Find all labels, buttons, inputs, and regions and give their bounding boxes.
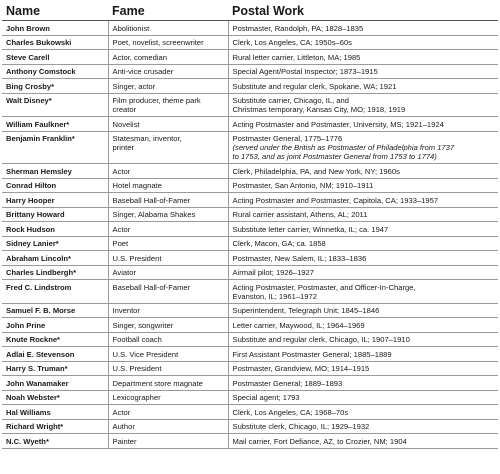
postal-work-line: Mail carrier, Fort Defiance, AZ, to Crozier, NM; 1904	[232, 436, 407, 446]
fame-line: Aviator	[112, 268, 136, 277]
postal-work-line: Special agent; 1793	[232, 393, 300, 402]
fame-line: Poet	[112, 239, 129, 248]
cell-name: Noah Webster*	[2, 390, 108, 405]
cell-fame	[108, 21, 228, 36]
fame-line: Actor	[112, 407, 131, 417]
postal-work-line: Substitute carrier, Chicago, IL, and	[232, 96, 350, 105]
cell-name: Richard Wright*	[2, 419, 108, 434]
fame-line: Film producer, theme park	[112, 96, 201, 105]
header-postal-work: Postal Work	[228, 1, 498, 21]
postal-work-line: Postmaster, Grandview, MO; 1914–1915	[232, 364, 370, 373]
cell-postal-work	[228, 193, 498, 208]
cell-postal-work	[228, 207, 498, 222]
cell-postal-work	[228, 35, 498, 50]
cell-fame	[108, 251, 228, 266]
cell-name: Benjamin Franklin*	[2, 131, 108, 164]
cell-postal-work	[228, 303, 498, 318]
table-row	[2, 35, 498, 50]
postal-work-line: Evanston, IL; 1961–1972	[232, 291, 317, 301]
cell-postal-work	[228, 361, 498, 376]
famous-postal-workers-table	[2, 1, 498, 449]
cell-fame	[108, 434, 228, 449]
cell-postal-work	[228, 64, 498, 79]
fame-line: Baseball Hall-of-Famer	[112, 282, 191, 292]
table-row	[2, 178, 498, 193]
cell-fame	[108, 64, 228, 79]
cell-name: Steve Carell	[2, 50, 108, 65]
fame-line: creator	[112, 105, 137, 114]
fame-line: Inventor	[112, 306, 140, 315]
table-row	[2, 117, 498, 132]
cell-name: N.C. Wyeth*	[2, 434, 108, 449]
postal-work-line: Postmaster, New Salem, IL; 1833–1836	[232, 253, 367, 263]
table-row	[2, 193, 498, 208]
table-row	[2, 376, 498, 391]
cell-postal-work	[228, 434, 498, 449]
cell-postal-work	[228, 332, 498, 347]
cell-name: Adlai E. Stevenson	[2, 347, 108, 362]
table-row	[2, 93, 498, 117]
fame-line: Hotel magnate	[112, 181, 162, 190]
fame-line: Actor	[112, 224, 131, 234]
fame-line: Lexicographer	[112, 393, 161, 402]
postal-work-line: Substitute clerk, Chicago, IL; 1929–1932	[232, 422, 370, 431]
cell-fame	[108, 236, 228, 251]
postal-work-line: Rural carrier assistant, Athens, AL; 2011	[232, 210, 368, 219]
cell-name: Knute Rockne*	[2, 332, 108, 347]
fame-line: Novelist	[112, 119, 140, 129]
cell-fame	[108, 280, 228, 304]
table-row	[2, 347, 498, 362]
table-row	[2, 79, 498, 94]
header-fame: Fame	[108, 1, 228, 21]
postal-work-line: Clerk, Los Angeles, CA; 1950s–60s	[232, 38, 352, 47]
table-row	[2, 222, 498, 237]
cell-fame	[108, 178, 228, 193]
table-row	[2, 280, 498, 304]
cell-postal-work	[228, 280, 498, 304]
cell-name: Anthony Comstock	[2, 64, 108, 79]
postal-work-line: Christmas temporary, Kansas City, MO; 1918, 1919	[232, 105, 406, 114]
cell-fame	[108, 405, 228, 420]
cell-name: Fred C. Lindstrom	[2, 280, 108, 304]
cell-name: Brittany Howard	[2, 207, 108, 222]
cell-postal-work	[228, 405, 498, 420]
fame-line: U.S. President	[112, 253, 162, 263]
cell-postal-work	[228, 236, 498, 251]
cell-name: John Wanamaker	[2, 376, 108, 391]
table-row	[2, 50, 498, 65]
postal-work-line: Acting Postmaster, Postmaster, and Officer-In-Charge,	[232, 282, 416, 292]
postal-work-line: Postmaster, San Antonio, NM; 1910–1911	[232, 181, 374, 190]
cell-postal-work	[228, 164, 498, 179]
postal-work-line: Postmaster, Randolph, PA; 1828–1835	[232, 23, 364, 33]
table-row	[2, 361, 498, 376]
cell-name: Samuel F. B. Morse	[2, 303, 108, 318]
cell-fame	[108, 390, 228, 405]
cell-name: Rock Hudson	[2, 222, 108, 237]
fame-line: Anti-vice crusader	[112, 67, 174, 76]
postal-work-line: First Assistant Postmaster General; 1885–1889	[232, 349, 392, 359]
table-header	[2, 1, 498, 21]
header-name: Name	[2, 1, 108, 21]
cell-fame	[108, 164, 228, 179]
table-row	[2, 419, 498, 434]
cell-fame	[108, 303, 228, 318]
cell-postal-work	[228, 390, 498, 405]
fame-line: Singer, actor	[112, 81, 156, 91]
postal-work-note: (served under the British as Postmaster of Philadelphia from 1737	[232, 143, 455, 152]
fame-line: Poet, novelist, screenwriter	[112, 38, 204, 47]
header-row	[2, 1, 498, 21]
cell-name: Sherman Hemsley	[2, 164, 108, 179]
fame-line: Actor, comedian	[112, 52, 167, 62]
fame-line: Statesman, inventor,	[112, 134, 182, 143]
cell-fame	[108, 419, 228, 434]
cell-postal-work	[228, 178, 498, 193]
table-row	[2, 64, 498, 79]
table-row	[2, 21, 498, 36]
postal-work-line: Airmail pilot; 1926–1927	[232, 268, 314, 277]
cell-name: Charles Lindbergh*	[2, 265, 108, 280]
cell-postal-work	[228, 131, 498, 164]
table-body	[2, 21, 498, 449]
cell-fame	[108, 79, 228, 94]
cell-fame	[108, 318, 228, 333]
postal-work-line: Acting Postmaster and Postmaster, University, MS; 1921–1924	[232, 119, 444, 129]
fame-line: Author	[112, 422, 135, 431]
cell-postal-work	[228, 347, 498, 362]
cell-postal-work	[228, 21, 498, 36]
postal-work-line: Superintendent, Telegraph Unit; 1845–1846	[232, 306, 380, 315]
table-row	[2, 434, 498, 449]
cell-name: Bing Crosby*	[2, 79, 108, 94]
cell-name: Conrad Hilton	[2, 178, 108, 193]
table-row	[2, 207, 498, 222]
cell-name: John Brown	[2, 21, 108, 36]
table-row	[2, 236, 498, 251]
cell-postal-work	[228, 419, 498, 434]
postal-work-line: Substitute and regular clerk, Chicago, IL; 1907–1910	[232, 335, 410, 344]
cell-name: William Faulkner*	[2, 117, 108, 132]
cell-fame	[108, 361, 228, 376]
postal-work-line: Postmaster General, 1775–1776	[232, 134, 343, 143]
table-row	[2, 303, 498, 318]
table-row	[2, 251, 498, 266]
cell-fame	[108, 193, 228, 208]
cell-fame	[108, 93, 228, 117]
cell-fame	[108, 347, 228, 362]
cell-name: Hal Williams	[2, 405, 108, 420]
cell-fame	[108, 50, 228, 65]
postal-work-line: Acting Postmaster and Postmaster, Capitola, CA; 1933–1957	[232, 195, 439, 205]
cell-name: Charles Bukowski	[2, 35, 108, 50]
fame-line: U.S. Vice President	[112, 349, 179, 359]
cell-name: Harry Hooper	[2, 193, 108, 208]
cell-fame	[108, 131, 228, 164]
table-row	[2, 318, 498, 333]
table-row	[2, 164, 498, 179]
cell-postal-work	[228, 376, 498, 391]
table-row	[2, 390, 498, 405]
cell-postal-work	[228, 251, 498, 266]
fame-line: Abolitionist	[112, 23, 150, 33]
cell-fame	[108, 376, 228, 391]
postal-work-line: Clerk, Los Angeles, CA; 1968–70s	[232, 407, 349, 417]
fame-line: Actor	[112, 166, 131, 176]
fame-line: U.S. President	[112, 364, 162, 373]
postal-work-line: Rural letter carrier, Littleton, MA; 1985	[232, 52, 361, 62]
cell-postal-work	[228, 222, 498, 237]
fame-line: Baseball Hall-of-Famer	[112, 195, 191, 205]
cell-fame	[108, 117, 228, 132]
table-row	[2, 131, 498, 164]
postal-work-line: Substitute letter carrier, Winnetka, IL; ca. 1947	[232, 224, 389, 234]
cell-name: John Prine	[2, 318, 108, 333]
cell-fame	[108, 35, 228, 50]
fame-line: printer	[112, 143, 135, 152]
table-row	[2, 265, 498, 280]
postal-work-line: Clerk, Macon, GA; ca. 1858	[232, 239, 326, 248]
postal-work-line: Clerk, Philadelphia, PA, and New York, NY; 1960s	[232, 166, 400, 176]
postal-work-line: Substitute and regular clerk, Spokane, WA; 1921	[232, 81, 397, 91]
cell-fame	[108, 265, 228, 280]
cell-name: Sidney Lanier*	[2, 236, 108, 251]
postal-work-note: to 1753, and as joint Postmaster General from 1753 to 1774)	[232, 152, 437, 161]
cell-postal-work	[228, 50, 498, 65]
table-row	[2, 332, 498, 347]
fame-line: Singer, Alabama Shakes	[112, 210, 196, 219]
cell-fame	[108, 222, 228, 237]
postal-work-line: Letter carrier, Maywood, IL; 1964–1969	[232, 320, 365, 330]
cell-postal-work	[228, 265, 498, 280]
cell-fame	[108, 207, 228, 222]
postal-work-line: Postmaster General; 1889–1893	[232, 378, 343, 388]
table-row	[2, 405, 498, 420]
fame-line: Football coach	[112, 335, 162, 344]
cell-postal-work	[228, 93, 498, 117]
cell-postal-work	[228, 79, 498, 94]
fame-line: Singer, songwriter	[112, 320, 174, 330]
cell-postal-work	[228, 117, 498, 132]
cell-name: Abraham Lincoln*	[2, 251, 108, 266]
cell-postal-work	[228, 318, 498, 333]
fame-line: Painter	[112, 436, 137, 446]
cell-fame	[108, 332, 228, 347]
postal-work-line: Special Agent/Postal Inspector; 1873–1915	[232, 67, 378, 76]
cell-name: Harry S. Truman*	[2, 361, 108, 376]
cell-name: Walt Disney*	[2, 93, 108, 117]
fame-line: Department store magnate	[112, 378, 203, 388]
